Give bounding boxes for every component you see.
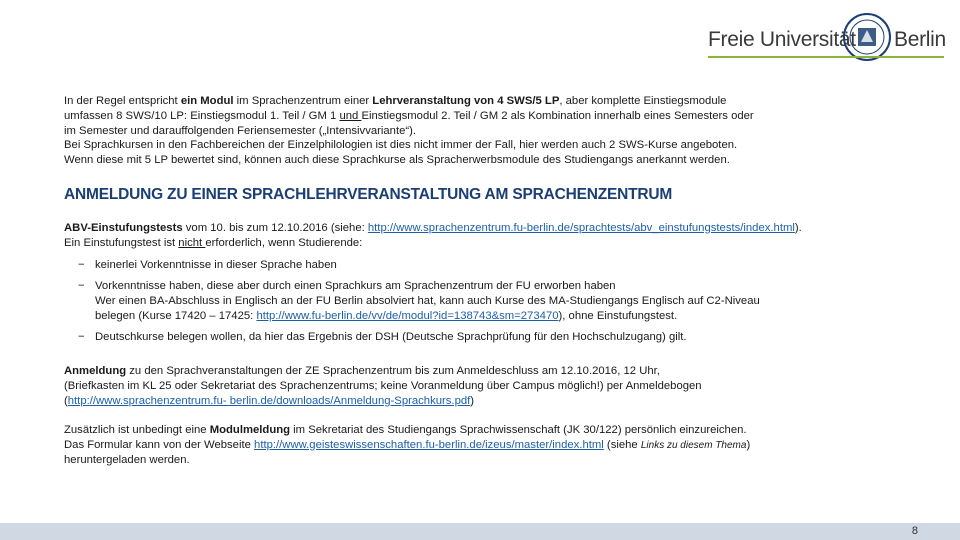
- dash-bullet: −: [78, 280, 85, 293]
- intro-line-4: Bei Sprachkursen in den Fachbereichen der Einzelphilologien ist dies nicht immer der Fall, hier werden auch 2 SWS-Kurse angeboten.: [64, 139, 738, 152]
- anmeldung-line-1: Anmeldung zu den Sprachveranstaltungen der ZE Sprachenzentrum bis zum Anmeldeschluss am 12.10.2016, 12 Uhr,: [64, 365, 660, 378]
- intro-paragraph: [64, 94, 924, 168]
- logo-text-right: Berlin: [894, 28, 946, 51]
- page-number: 8: [911, 525, 918, 537]
- logo-underline: [708, 56, 944, 58]
- intro-line-2: umfassen 8 SWS/10 LP: Einstiegsmodul 1. Teil / GM 1 und Einstiegsmodul 2. Teil / GM 2 als Kombination innerhalb eines Semesters oder: [64, 109, 754, 122]
- anmeldung-line-2: (Briefkasten im KL 25 oder Sekretariat des Sprachenzentrums; keine Voranmeldung über Campus möglich!) per Anmeldebogen: [64, 380, 702, 393]
- zusatz-line-2: Das Formular kann von der Webseite http://www.geisteswissenschaften.fu-berlin.de/izeus/master/index.html (siehe Links zu diesem Thema): [64, 438, 751, 451]
- intro-line-3: im Semester und darauffolgenden Feriensemester („Intensivvariante“).: [64, 124, 417, 137]
- abv-line-1: ABV-Einstufungstests vom 10. bis zum 12.10.2016 (siehe: http://www.sprachenzentrum.fu-berlin.de/sprachtests/abv_einstufungstests/index.html).: [64, 221, 802, 234]
- list-item: − Deutschkurse belegen wollen, da hier das Ergebnis der DSH (Deutsche Sprachprüfung für den Hochschulzugang) gilt.: [78, 330, 687, 343]
- abv-tests-link[interactable]: http://www.sprachenzentrum.fu-berlin.de/sprachtests/abv_einstufungstests/index.html: [367, 221, 795, 234]
- modul-link[interactable]: http://www.fu-berlin.de/vv/de/modul?id=138743&sm=273470: [256, 309, 559, 322]
- slide-content: [64, 94, 924, 468]
- condition-list: [64, 258, 924, 344]
- list-item: − keinerlei Vorkenntnisse in dieser Sprache haben: [78, 259, 337, 272]
- zusatz-line-1: Zusätzlich ist unbedingt eine Modulmeldung im Sekretariat des Studiengangs Sprachwissenschaft (JK 30/122) persönlich einzureichen.: [64, 423, 747, 436]
- fu-berlin-logo: [708, 12, 944, 64]
- dash-bullet: −: [78, 330, 85, 343]
- abv-paragraph: [64, 221, 924, 251]
- footer-bar: [0, 523, 960, 540]
- formular-link[interactable]: http://www.geisteswissenschaften.fu-berlin.de/izeus/master/index.html: [254, 438, 604, 451]
- intro-line-1: In der Regel entspricht ein Modul im Sprachenzentrum einer Lehrveranstaltung von 4 SWS/5 LP, aber komplette Einstiegsmodule: [64, 95, 727, 107]
- university-seal-icon: [842, 12, 892, 62]
- intro-line-5: Wenn diese mit 5 LP bewertet sind, können auch diese Sprachkurse als Spracherwerbsmodule des Studiengangs anerkannt werden.: [64, 154, 730, 167]
- logo-text-left: Freie Universität: [708, 28, 856, 51]
- list-item: − Vorkenntnisse haben, diese aber durch einen Sprachkurs am Sprachenzentrum der FU erworben haben Wer einen BA-Abschluss in Englisch an der FU Berlin absolviert hat, kann auch Kurse des MA-Studiengangs Englisch auf C2-Niveau belegen (Kurse 17420 – 17425: http://www.fu-berlin.de/vv/de/modul?id=138743&sm=273470), ohne Einstufungstest.: [78, 280, 760, 322]
- anmeldung-line-3: (http://www.sprachenzentrum.fu- berlin.de/downloads/Anmeldung-Sprachkurs.pdf): [64, 394, 475, 407]
- dash-bullet: −: [78, 259, 85, 272]
- section-heading: ANMELDUNG ZU EINER SPRACHLEHRVERANSTALTUNG AM SPRACHENZENTRUM: [64, 185, 673, 203]
- anmeldebogen-link[interactable]: http://www.sprachenzentrum.fu- berlin.de/downloads/Anmeldung-Sprachkurs.pdf: [67, 394, 471, 407]
- anmeldung-paragraph: [64, 364, 924, 408]
- zusatz-line-3: heruntergeladen werden.: [64, 454, 190, 467]
- zusatz-paragraph: [64, 423, 924, 468]
- abv-line-2: Ein Einstufungstest ist nicht erforderlich, wenn Studierende:: [64, 236, 363, 249]
